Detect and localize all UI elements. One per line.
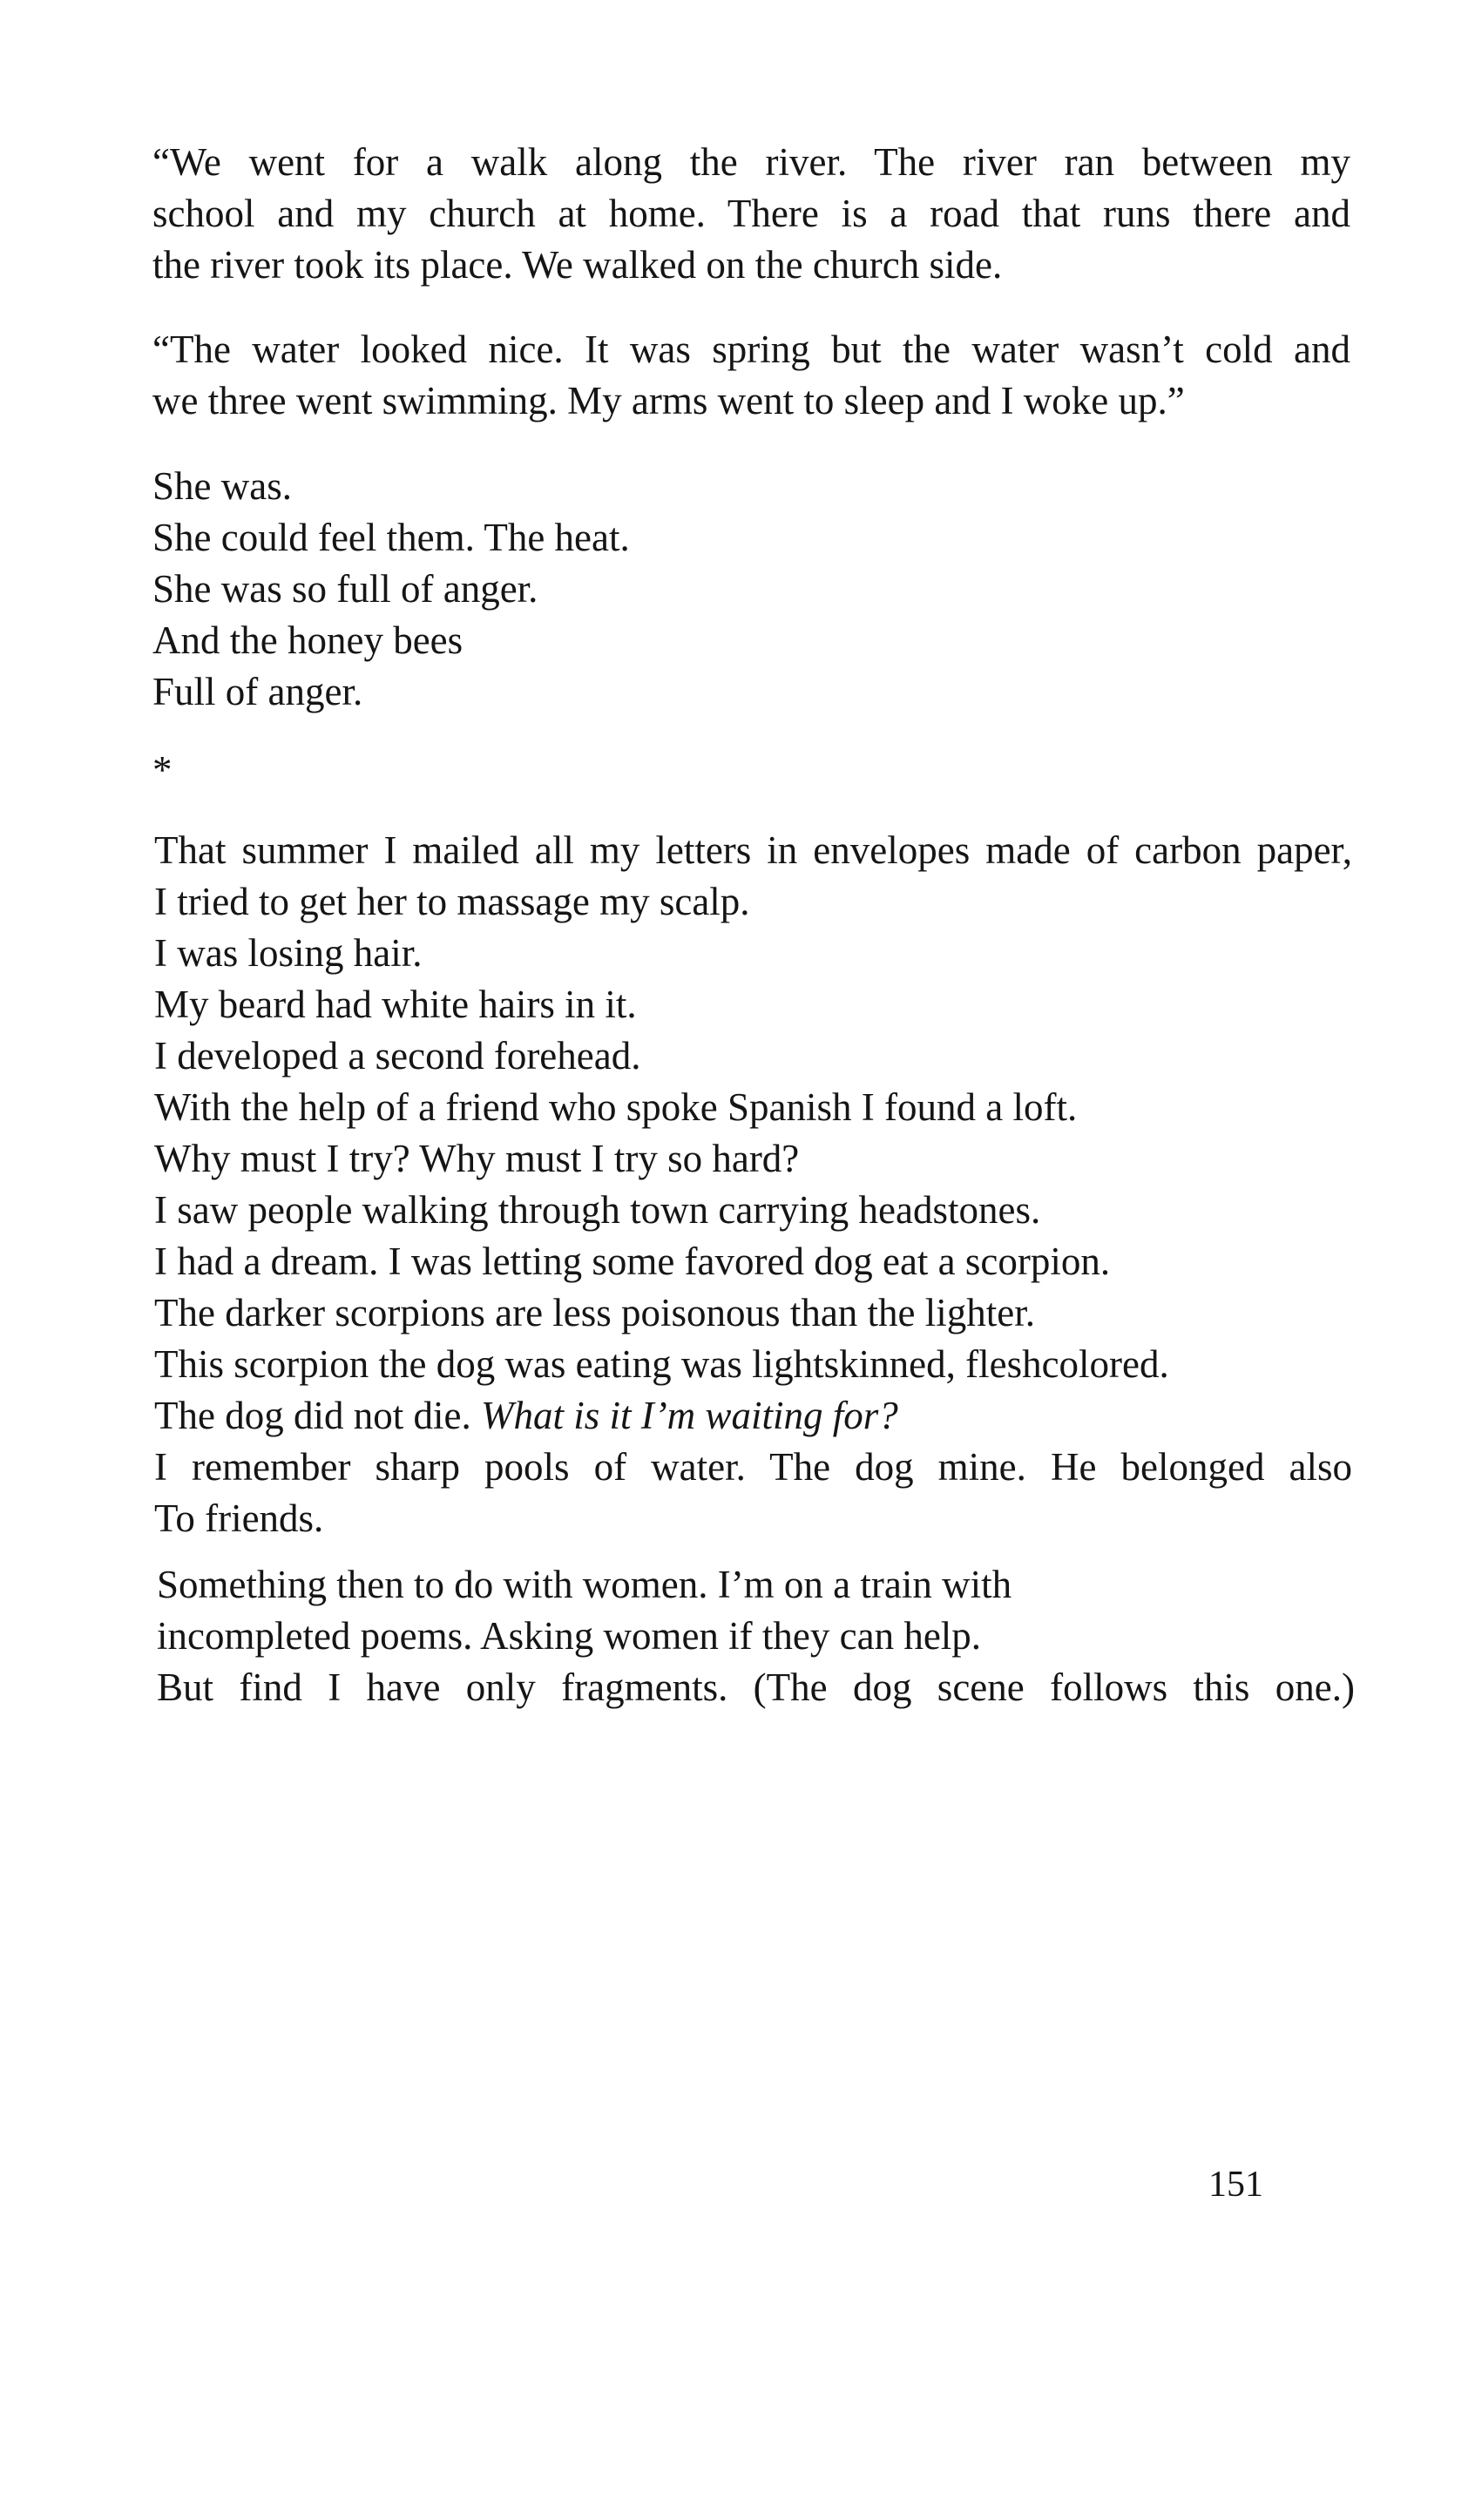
paragraph-river-walk (152, 137, 1350, 291)
text-line: She was so full of anger. (152, 567, 538, 611)
text-line: This scorpion the dog was eating was lightskinned, fleshcolored. (154, 1342, 1169, 1386)
text-line: I tried to get her to massage my scalp. (154, 880, 750, 923)
stanza-she-was (152, 461, 1350, 718)
text-line: Something then to do with women. I’m on a train with (157, 1563, 1012, 1606)
text-line: incompleted poems. Asking women if they can help. (157, 1614, 982, 1658)
text-line: With the help of a friend who spoke Spanish I found a loft. (154, 1085, 1078, 1129)
text-line: I was losing hair. (154, 931, 423, 975)
page-number: 151 (1208, 2165, 1263, 2205)
section-separator: * (152, 748, 173, 792)
text-line: Why must I try? Why must I try so hard? (154, 1137, 800, 1180)
text-line: the river took its place. We walked on the church side. (152, 243, 1003, 287)
text-line: The darker scorpions are less poisonous than the lighter. (154, 1291, 1036, 1334)
text-line: And the honey bees (152, 618, 463, 662)
text-line: She could feel them. The heat. (152, 516, 630, 559)
text-line: To friends. (154, 1496, 324, 1540)
text-line: My beard had white hairs in it. (154, 983, 637, 1026)
text-line: That summer I mailed all my letters in envelopes made of carbon paper, (154, 828, 1352, 872)
text-line: school and my church at home. There is a road that runs there and (152, 192, 1350, 235)
text-line: I remember sharp pools of water. The dog mine. He belonged also (154, 1445, 1352, 1489)
paragraph-swimming (152, 324, 1350, 427)
text-line: “The water looked nice. It was spring but the water wasn’t cold and (152, 328, 1350, 371)
text-line: we three went swimming. My arms went to sleep and I woke up.” (152, 379, 1185, 422)
text-line-regular: The dog did not die. (154, 1394, 481, 1437)
text-line (154, 1390, 1352, 1442)
stanza-something-then (157, 1559, 1355, 1713)
text-line: I had a dream. I was letting some favored dog eat a scorpion. (154, 1240, 1111, 1283)
text-line: Full of anger. (152, 670, 363, 713)
text-line: “We went for a walk along the river. The river ran between my (152, 140, 1350, 184)
text-line: I developed a second forehead. (154, 1034, 641, 1078)
text-line-italic: What is it I’m waiting for? (480, 1394, 898, 1437)
stanza-that-summer (154, 825, 1352, 1544)
text-line: But find I have only fragments. (The dog scene follows this one.) (157, 1665, 1355, 1709)
text-line: I saw people walking through town carrying headstones. (154, 1188, 1041, 1232)
text-line: She was. (152, 464, 292, 508)
